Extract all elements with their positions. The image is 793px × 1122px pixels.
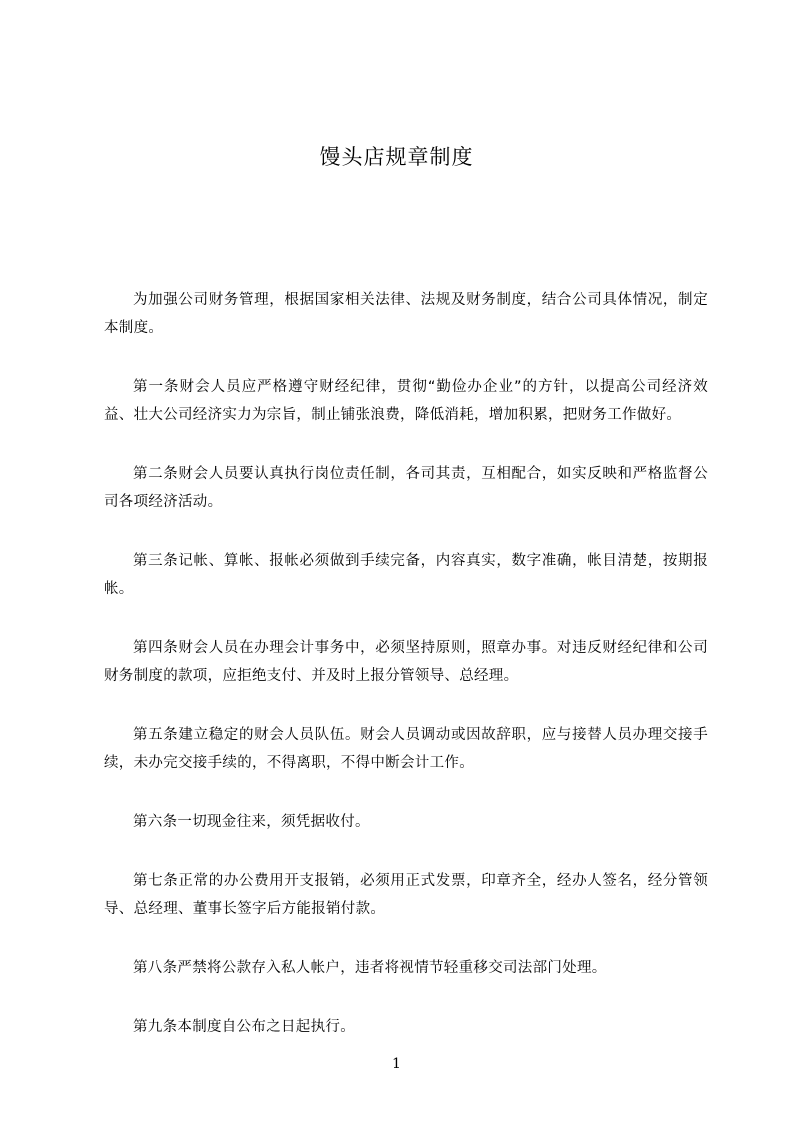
article-1-paragraph: 第一条财会人员应严格遵守财经纪律，贯彻“勤俭办企业”的方针，以提高公司经济效益、壮大公司经济实力为宗旨，制止铺张浪费，降低消耗，增加积累，把财务工作做好。	[104, 379, 708, 423]
article-9-paragraph: 第九条本制度自公布之日起执行。	[133, 1019, 355, 1035]
article-8-paragraph: 第八条严禁将公款存入私人帐户，违者将视情节轻重移交司法部门处理。	[133, 960, 607, 976]
article-7-paragraph: 第七条正常的办公费用开支报销，必须用正式发票，印章齐全，经办人签名，经分管领导、总经理、董事长签字后方能报销付款。	[104, 873, 708, 917]
article-2-paragraph: 第二条财会人员要认真执行岗位责任制，各司其责，互相配合，如实反映和严格监督公司各项经济活动。	[104, 466, 708, 510]
page-number: 1	[392, 1056, 401, 1072]
article-4-paragraph: 第四条财会人员在办理会计事务中，必须坚持原则，照章办事。对违反财经纪律和公司财务制度的款项，应拒绝支付、并及时上报分管领导、总经理。	[104, 640, 708, 684]
article-3-paragraph: 第三条记帐、算帐、报帐必须做到手续完备，内容真实，数字准确，帐目清楚，按期报帐。	[104, 553, 708, 597]
document-body	[104, 286, 708, 1072]
article-6-paragraph: 第六条一切现金往来，须凭据收付。	[133, 814, 370, 830]
intro-paragraph: 为加强公司财务管理，根据国家相关法律、法规及财务制度，结合公司具体情况，制定本制度。	[104, 292, 708, 336]
article-5-paragraph: 第五条建立稳定的财会人员队伍。财会人员调动或因故辞职，应与接替人员办理交接手续，未办完交接手续的，不得离职，不得中断会计工作。	[104, 727, 708, 771]
document-title: 馒头店规章制度	[319, 145, 474, 169]
